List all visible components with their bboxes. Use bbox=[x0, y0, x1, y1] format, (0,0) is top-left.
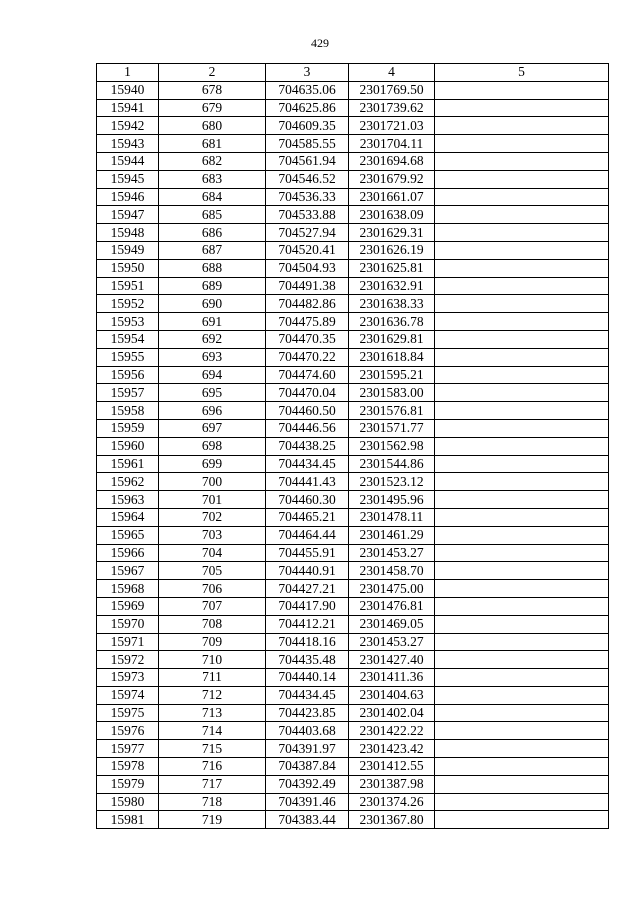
table-cell: 684 bbox=[159, 188, 266, 206]
table-cell bbox=[435, 313, 609, 331]
table-row bbox=[97, 473, 609, 491]
table-cell: 15948 bbox=[97, 224, 159, 242]
table-cell: 704465.21 bbox=[266, 508, 349, 526]
table-cell: 702 bbox=[159, 508, 266, 526]
table-cell: 15951 bbox=[97, 277, 159, 295]
table-cell: 15980 bbox=[97, 793, 159, 811]
table-cell: 2301453.27 bbox=[349, 544, 435, 562]
table-cell: 692 bbox=[159, 330, 266, 348]
table-cell: 694 bbox=[159, 366, 266, 384]
table-cell: 2301626.19 bbox=[349, 241, 435, 259]
table-cell: 704434.45 bbox=[266, 455, 349, 473]
table-cell bbox=[435, 241, 609, 259]
table-cell bbox=[435, 544, 609, 562]
table-cell: 2301576.81 bbox=[349, 402, 435, 420]
table-cell: 15965 bbox=[97, 526, 159, 544]
table-cell: 15943 bbox=[97, 135, 159, 153]
table-cell bbox=[435, 758, 609, 776]
table-row bbox=[97, 455, 609, 473]
table-cell: 714 bbox=[159, 722, 266, 740]
table-row bbox=[97, 615, 609, 633]
table-cell: 15981 bbox=[97, 811, 159, 829]
table-row bbox=[97, 562, 609, 580]
table-cell: 703 bbox=[159, 526, 266, 544]
table-cell: 15971 bbox=[97, 633, 159, 651]
table-cell: 704387.84 bbox=[266, 758, 349, 776]
column-header: 1 bbox=[97, 64, 159, 82]
table-cell: 704440.14 bbox=[266, 669, 349, 687]
table-cell: 716 bbox=[159, 758, 266, 776]
table-cell: 2301544.86 bbox=[349, 455, 435, 473]
table-cell bbox=[435, 348, 609, 366]
table-cell: 704383.44 bbox=[266, 811, 349, 829]
table-cell: 704491.38 bbox=[266, 277, 349, 295]
table-cell: 2301422.22 bbox=[349, 722, 435, 740]
table-cell: 704446.56 bbox=[266, 419, 349, 437]
table-cell: 15979 bbox=[97, 775, 159, 793]
table-cell: 2301402.04 bbox=[349, 704, 435, 722]
table-cell: 696 bbox=[159, 402, 266, 420]
table-cell: 713 bbox=[159, 704, 266, 722]
table-cell: 15970 bbox=[97, 615, 159, 633]
table-cell: 2301704.11 bbox=[349, 135, 435, 153]
table-cell: 683 bbox=[159, 170, 266, 188]
table-cell: 15975 bbox=[97, 704, 159, 722]
table-row bbox=[97, 740, 609, 758]
table-cell: 2301411.36 bbox=[349, 669, 435, 687]
table-row bbox=[97, 348, 609, 366]
table-row bbox=[97, 580, 609, 598]
table-cell bbox=[435, 508, 609, 526]
table-cell: 15964 bbox=[97, 508, 159, 526]
table-cell: 2301629.81 bbox=[349, 330, 435, 348]
table-cell: 2301595.21 bbox=[349, 366, 435, 384]
table-row bbox=[97, 366, 609, 384]
table-cell: 2301478.11 bbox=[349, 508, 435, 526]
table-cell: 685 bbox=[159, 206, 266, 224]
table-row bbox=[97, 491, 609, 509]
table-cell: 704470.35 bbox=[266, 330, 349, 348]
table-row bbox=[97, 758, 609, 776]
table-row bbox=[97, 259, 609, 277]
table-cell: 704440.91 bbox=[266, 562, 349, 580]
table-row bbox=[97, 241, 609, 259]
table-cell: 2301629.31 bbox=[349, 224, 435, 242]
table-cell: 2301769.50 bbox=[349, 81, 435, 99]
table-row bbox=[97, 811, 609, 829]
table-cell: 2301427.40 bbox=[349, 651, 435, 669]
table-row bbox=[97, 152, 609, 170]
table-cell: 704391.46 bbox=[266, 793, 349, 811]
table-cell: 704470.04 bbox=[266, 384, 349, 402]
table-cell bbox=[435, 152, 609, 170]
table-cell: 2301458.70 bbox=[349, 562, 435, 580]
table-row bbox=[97, 99, 609, 117]
table-cell: 681 bbox=[159, 135, 266, 153]
table-cell bbox=[435, 580, 609, 598]
table-cell bbox=[435, 722, 609, 740]
table-cell: 15963 bbox=[97, 491, 159, 509]
table-cell: 704403.68 bbox=[266, 722, 349, 740]
table-cell: 2301739.62 bbox=[349, 99, 435, 117]
table-cell: 704482.86 bbox=[266, 295, 349, 313]
table-cell: 697 bbox=[159, 419, 266, 437]
table-cell bbox=[435, 188, 609, 206]
table-row bbox=[97, 775, 609, 793]
table-cell: 678 bbox=[159, 81, 266, 99]
table-cell: 704609.35 bbox=[266, 117, 349, 135]
table-cell: 704474.60 bbox=[266, 366, 349, 384]
table-cell bbox=[435, 562, 609, 580]
table-cell: 680 bbox=[159, 117, 266, 135]
table-cell: 2301679.92 bbox=[349, 170, 435, 188]
table-cell: 704470.22 bbox=[266, 348, 349, 366]
table-row bbox=[97, 686, 609, 704]
table-cell: 704455.91 bbox=[266, 544, 349, 562]
table-cell: 704418.16 bbox=[266, 633, 349, 651]
table-cell: 2301638.09 bbox=[349, 206, 435, 224]
table-cell: 704561.94 bbox=[266, 152, 349, 170]
table-cell: 15969 bbox=[97, 597, 159, 615]
table-cell: 15950 bbox=[97, 259, 159, 277]
table-cell: 15973 bbox=[97, 669, 159, 687]
table-cell: 15952 bbox=[97, 295, 159, 313]
table-row bbox=[97, 170, 609, 188]
table-cell bbox=[435, 597, 609, 615]
table-row bbox=[97, 633, 609, 651]
table-cell: 2301625.81 bbox=[349, 259, 435, 277]
table-cell: 690 bbox=[159, 295, 266, 313]
table-row bbox=[97, 669, 609, 687]
table-cell: 704585.55 bbox=[266, 135, 349, 153]
table-body bbox=[97, 81, 609, 828]
table-cell: 2301475.00 bbox=[349, 580, 435, 598]
table-cell: 693 bbox=[159, 348, 266, 366]
table-cell: 15942 bbox=[97, 117, 159, 135]
table-cell: 704417.90 bbox=[266, 597, 349, 615]
table-cell: 718 bbox=[159, 793, 266, 811]
table-cell: 707 bbox=[159, 597, 266, 615]
table-cell: 2301476.81 bbox=[349, 597, 435, 615]
column-header: 2 bbox=[159, 64, 266, 82]
table-cell: 15968 bbox=[97, 580, 159, 598]
table-cell: 704423.85 bbox=[266, 704, 349, 722]
table-cell bbox=[435, 295, 609, 313]
table-cell: 704412.21 bbox=[266, 615, 349, 633]
table-row bbox=[97, 544, 609, 562]
table-cell: 15953 bbox=[97, 313, 159, 331]
table-cell bbox=[435, 651, 609, 669]
table-cell: 2301583.00 bbox=[349, 384, 435, 402]
table-cell bbox=[435, 366, 609, 384]
table-cell bbox=[435, 81, 609, 99]
table-cell: 15941 bbox=[97, 99, 159, 117]
table-cell: 691 bbox=[159, 313, 266, 331]
table-cell: 704435.48 bbox=[266, 651, 349, 669]
table-cell bbox=[435, 117, 609, 135]
table-cell bbox=[435, 669, 609, 687]
table-cell: 15956 bbox=[97, 366, 159, 384]
table-cell: 15962 bbox=[97, 473, 159, 491]
table-cell bbox=[435, 615, 609, 633]
table-cell: 2301632.91 bbox=[349, 277, 435, 295]
table-cell: 15972 bbox=[97, 651, 159, 669]
table-row bbox=[97, 117, 609, 135]
table-cell: 15949 bbox=[97, 241, 159, 259]
table-cell: 15945 bbox=[97, 170, 159, 188]
table-cell: 686 bbox=[159, 224, 266, 242]
table-cell: 704475.89 bbox=[266, 313, 349, 331]
table-cell: 704 bbox=[159, 544, 266, 562]
table-cell: 704504.93 bbox=[266, 259, 349, 277]
table-cell: 15978 bbox=[97, 758, 159, 776]
table-cell: 2301469.05 bbox=[349, 615, 435, 633]
table-cell: 2301571.77 bbox=[349, 419, 435, 437]
table-cell: 2301661.07 bbox=[349, 188, 435, 206]
table-row bbox=[97, 384, 609, 402]
table-cell: 15946 bbox=[97, 188, 159, 206]
table-cell: 704527.94 bbox=[266, 224, 349, 242]
table-cell: 711 bbox=[159, 669, 266, 687]
column-header: 4 bbox=[349, 64, 435, 82]
table-cell bbox=[435, 740, 609, 758]
table-cell: 704546.52 bbox=[266, 170, 349, 188]
table-row bbox=[97, 277, 609, 295]
table-cell: 15958 bbox=[97, 402, 159, 420]
table-cell: 2301618.84 bbox=[349, 348, 435, 366]
table-cell: 682 bbox=[159, 152, 266, 170]
table-cell: 704533.88 bbox=[266, 206, 349, 224]
table-cell bbox=[435, 775, 609, 793]
table-cell: 2301423.42 bbox=[349, 740, 435, 758]
table-cell bbox=[435, 402, 609, 420]
table-cell bbox=[435, 206, 609, 224]
table-cell bbox=[435, 135, 609, 153]
table-cell: 715 bbox=[159, 740, 266, 758]
table-cell: 688 bbox=[159, 259, 266, 277]
table-cell: 704460.30 bbox=[266, 491, 349, 509]
table-cell: 15967 bbox=[97, 562, 159, 580]
table-cell: 698 bbox=[159, 437, 266, 455]
table-cell bbox=[435, 259, 609, 277]
table-cell: 704438.25 bbox=[266, 437, 349, 455]
page-number: 429 bbox=[311, 36, 329, 50]
table-cell: 15944 bbox=[97, 152, 159, 170]
table-cell: 704536.33 bbox=[266, 188, 349, 206]
table-row bbox=[97, 402, 609, 420]
table-cell: 701 bbox=[159, 491, 266, 509]
table-row bbox=[97, 722, 609, 740]
table-cell: 689 bbox=[159, 277, 266, 295]
table-cell: 15977 bbox=[97, 740, 159, 758]
table-cell bbox=[435, 473, 609, 491]
table-cell: 704441.43 bbox=[266, 473, 349, 491]
table-cell bbox=[435, 455, 609, 473]
table-cell: 2301453.27 bbox=[349, 633, 435, 651]
table-cell: 710 bbox=[159, 651, 266, 669]
table-row bbox=[97, 508, 609, 526]
table-cell: 2301638.33 bbox=[349, 295, 435, 313]
table-cell: 2301461.29 bbox=[349, 526, 435, 544]
table-cell: 15974 bbox=[97, 686, 159, 704]
table-cell bbox=[435, 437, 609, 455]
table-cell: 706 bbox=[159, 580, 266, 598]
table-row bbox=[97, 419, 609, 437]
table-cell bbox=[435, 384, 609, 402]
table-row bbox=[97, 135, 609, 153]
table-cell: 15959 bbox=[97, 419, 159, 437]
table-cell bbox=[435, 277, 609, 295]
table-cell: 15966 bbox=[97, 544, 159, 562]
table-row bbox=[97, 437, 609, 455]
table-cell: 2301721.03 bbox=[349, 117, 435, 135]
table-cell: 704427.21 bbox=[266, 580, 349, 598]
table-cell: 2301495.96 bbox=[349, 491, 435, 509]
table-cell: 704392.49 bbox=[266, 775, 349, 793]
table-cell: 699 bbox=[159, 455, 266, 473]
table-row bbox=[97, 81, 609, 99]
table-cell bbox=[435, 686, 609, 704]
table-cell: 15960 bbox=[97, 437, 159, 455]
table-cell: 2301562.98 bbox=[349, 437, 435, 455]
table-cell: 700 bbox=[159, 473, 266, 491]
table-cell: 2301404.63 bbox=[349, 686, 435, 704]
table-cell: 15955 bbox=[97, 348, 159, 366]
table-cell: 719 bbox=[159, 811, 266, 829]
table-cell bbox=[435, 170, 609, 188]
table-cell: 15940 bbox=[97, 81, 159, 99]
table-cell: 704520.41 bbox=[266, 241, 349, 259]
column-header: 3 bbox=[266, 64, 349, 82]
table-cell bbox=[435, 99, 609, 117]
table-cell: 704635.06 bbox=[266, 81, 349, 99]
table-cell bbox=[435, 419, 609, 437]
table-cell: 2301523.12 bbox=[349, 473, 435, 491]
table-row bbox=[97, 295, 609, 313]
table-cell: 2301374.26 bbox=[349, 793, 435, 811]
table-cell: 704391.97 bbox=[266, 740, 349, 758]
table-cell: 695 bbox=[159, 384, 266, 402]
table-row bbox=[97, 330, 609, 348]
table-row bbox=[97, 206, 609, 224]
table-cell: 15947 bbox=[97, 206, 159, 224]
table-cell bbox=[435, 526, 609, 544]
table-row bbox=[97, 651, 609, 669]
table-row bbox=[97, 313, 609, 331]
table-cell: 15961 bbox=[97, 455, 159, 473]
table-cell bbox=[435, 811, 609, 829]
table-row bbox=[97, 597, 609, 615]
table-cell: 705 bbox=[159, 562, 266, 580]
table-cell bbox=[435, 793, 609, 811]
table-row bbox=[97, 793, 609, 811]
table-cell: 2301412.55 bbox=[349, 758, 435, 776]
table-cell: 15976 bbox=[97, 722, 159, 740]
table-cell: 687 bbox=[159, 241, 266, 259]
table-cell: 717 bbox=[159, 775, 266, 793]
column-header: 5 bbox=[435, 64, 609, 82]
table-cell bbox=[435, 704, 609, 722]
table-cell: 704434.45 bbox=[266, 686, 349, 704]
table-cell: 704464.44 bbox=[266, 526, 349, 544]
table-row bbox=[97, 224, 609, 242]
table-row bbox=[97, 188, 609, 206]
table-cell: 679 bbox=[159, 99, 266, 117]
table-cell: 2301694.68 bbox=[349, 152, 435, 170]
table-cell bbox=[435, 491, 609, 509]
table-cell: 709 bbox=[159, 633, 266, 651]
table-cell: 712 bbox=[159, 686, 266, 704]
table-cell: 2301636.78 bbox=[349, 313, 435, 331]
table-cell: 15954 bbox=[97, 330, 159, 348]
table-cell: 708 bbox=[159, 615, 266, 633]
table-cell: 2301367.80 bbox=[349, 811, 435, 829]
table-header-row bbox=[97, 64, 609, 82]
coordinates-table bbox=[96, 63, 609, 829]
table-cell bbox=[435, 633, 609, 651]
table-row bbox=[97, 526, 609, 544]
table-cell: 704625.86 bbox=[266, 99, 349, 117]
table-cell: 15957 bbox=[97, 384, 159, 402]
table-cell: 2301387.98 bbox=[349, 775, 435, 793]
table-row bbox=[97, 704, 609, 722]
table-cell bbox=[435, 224, 609, 242]
table-cell bbox=[435, 330, 609, 348]
table-cell: 704460.50 bbox=[266, 402, 349, 420]
